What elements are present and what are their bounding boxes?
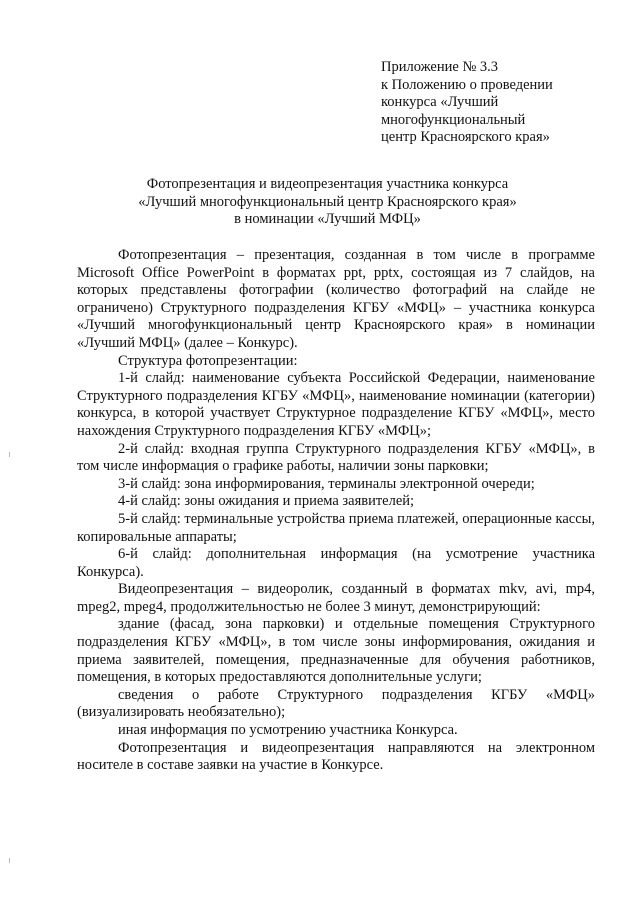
title-line-2: «Лучший многофункциональный центр Красноярского края»: [138, 193, 517, 210]
annex-line-5: центр Красноярского края»: [381, 129, 550, 145]
title-line-3: в номинации «Лучший МФЦ»: [234, 211, 421, 227]
document-title: [60, 176, 595, 229]
scan-margin-mark: [9, 452, 10, 457]
paragraph-slide-1: 1-й слайд: наименование субъекта Российской Федерации, наименование Структурного подразделения КГБУ «МФЦ», наименование номинации (категории) конкурса, в которой участвует Структурное подразделение КГБУ «МФЦ», место нахождения Структурного подразделения КГБУ «МФЦ»;: [77, 370, 595, 439]
annex-reference: [381, 59, 621, 147]
annex-line-1: Приложение № 3.3: [381, 59, 499, 75]
paragraph-photo-presentation: Фотопрезентация – презентация, созданная в том числе в программе Microsoft Office PowerPoint в форматах ppt, pptx, состоящая из 7 слайдов, на которых представлены фотографии (количество фотографий на слайде не ограничено) Структурного подразделения КГБУ «МФЦ» – участника конкурса «Лучший многофункциональный центр Красноярского края» в номинации «Лучший МФЦ» (далее – Конкурс).: [77, 247, 595, 351]
scan-margin-mark: [9, 858, 10, 863]
paragraph-slide-2: 2-й слайд: входная группа Структурного подразделения КГБУ «МФЦ», в том числе информация о графике работы, наличии зоны парковки;: [77, 440, 595, 475]
annex-line-3: конкурса «Лучший: [381, 94, 499, 110]
annex-line-2: к Положению о проведении: [381, 76, 553, 93]
paragraph-video-presentation: Видеопрезентация – видеоролик, созданный в форматах mkv, avi, mp4, mpeg2, mpeg4, продолжительностью не более 3 минут, демонстрирующий:: [77, 581, 595, 615]
document-body: [77, 247, 595, 775]
paragraph-slide-4: 4-й слайд: зоны ожидания и приема заявителей;: [118, 493, 415, 510]
paragraph-photo-structure: Структура фотопрезентации:: [118, 352, 298, 369]
paragraph-video-other: иная информация по усмотрению участника Конкурса.: [118, 722, 458, 739]
paragraph-slide-5: 5-й слайд: терминальные устройства приема платежей, операционные кассы, копировальные аппараты;: [77, 510, 595, 545]
paragraph-submission: Фотопрезентация и видеопрезентация направляются на электронном носителе в составе заявки на участие в Конкурсе.: [77, 739, 595, 774]
paragraph-slide-6: 6-й слайд: дополнительная информация (на усмотрение участника Конкурса).: [77, 546, 595, 580]
paragraph-video-building: здание (фасад, зона парковки) и отдельные помещения Структурного подразделения КГБУ «МФЦ», в том числе зоны информирования, ожидания и приема заявителей, помещения, предназначенные для обучения работников, помещения, в которых предоставляются дополнительные услуги;: [77, 616, 595, 686]
title-line-1: Фотопрезентация и видеопрезентация участника конкурса: [146, 176, 509, 192]
paragraph-video-work-info: сведения о работе Структурного подразделения КГБУ «МФЦ» (визуализировать необязательно);: [77, 686, 595, 721]
paragraph-slide-3: 3-й слайд: зона информирования, терминалы электронной очереди;: [118, 475, 535, 492]
annex-line-4: многофункциональный: [381, 111, 526, 128]
